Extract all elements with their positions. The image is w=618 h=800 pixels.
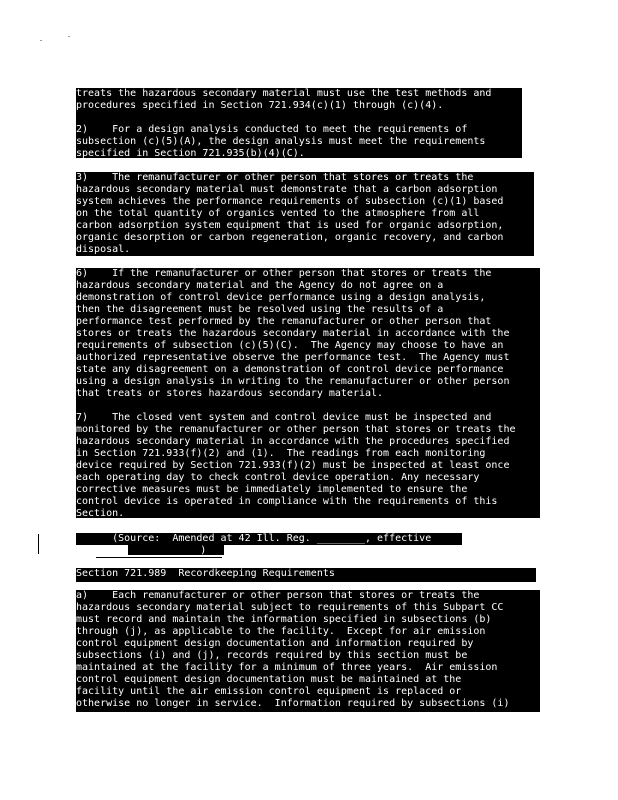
source-note: (Source: Amended at 42 Ill. Reg. ________, effective xyxy=(76,533,462,545)
text-block-section-a: a) Each remanufacturer or other person that stores or treats the hazardous secondary material subject to requirements of this Subpart CC must record and maintain the information specified in subsections (b) through (j), as applicable to the facility. Except for air emission control equipment design documentation and information required by subsections (i) and (j), records required by this section must be maintained at the facility for a minimum of three years. Air emission control equipment design documentation must be maintained at the facility until the air emission control equipment is replaced or otherwise no longer in service. Information required by subsections (i) xyxy=(76,590,540,712)
section-heading: Section 721.989 Recordkeeping Requirements xyxy=(76,568,536,582)
revision-bar xyxy=(38,534,39,554)
source-underline xyxy=(96,557,222,558)
text-block-paragraphs-6-7: 6) If the remanufacturer or other person that stores or treats the hazardous secondary material and the Agency do not agree on a demonstration of control device performance using a design analysis, then the disagreement must be resolved using the results of a performance test performed by the remanufacturer or other person that stores or treats the hazardous secondary material in accordance with the requirements of subsection (c)(5)(C). The Agency may choose to have an authorized representative observe the performance test. The Agency must state any disagreement on a demonstration of control device performance using a design analysis in writing to the remanufacturer or other person that treats or stores hazardous secondary material. 7) The closed vent system and control device must be inspected and monitored by the remanufacturer or other person that stores or treats the hazardous secondary material in accordance with the procedures specified in Section 721.933(f)(2) and (1). The readings from each monitoring device required by Section 721.933(f)(2) must be inspected at least once each operating day to check control device operation. Any necessary corrective measures must be immediately implemented to ensure the control device is operated in compliance with the requirements of this Section. xyxy=(76,268,540,518)
text-block-paragraph-3: 3) The remanufacturer or other person that stores or treats the hazardous secondary material must demonstrate that a carbon adsorption system achieves the performance requirements of subsection (c)(1) based on the total quantity of organics vented to the atmosphere from all carbon adsorption system equipment that is used for organic adsorption, organic desorption or carbon regeneration, organic recovery, and carbon disposal. xyxy=(76,172,534,256)
source-note-continued: ____________) xyxy=(128,545,224,555)
text-block-top: treats the hazardous secondary material must use the test methods and procedures specified in Section 721.934(c)(1) through (c)(4). 2) For a design analysis conducted to meet the requirements of subsection (c)(5)(A), the design analysis must meet the requirements specified in Section 721.935(b)(4)(C). xyxy=(76,88,522,158)
scan-speck xyxy=(68,36,70,37)
scan-speck xyxy=(40,40,42,41)
